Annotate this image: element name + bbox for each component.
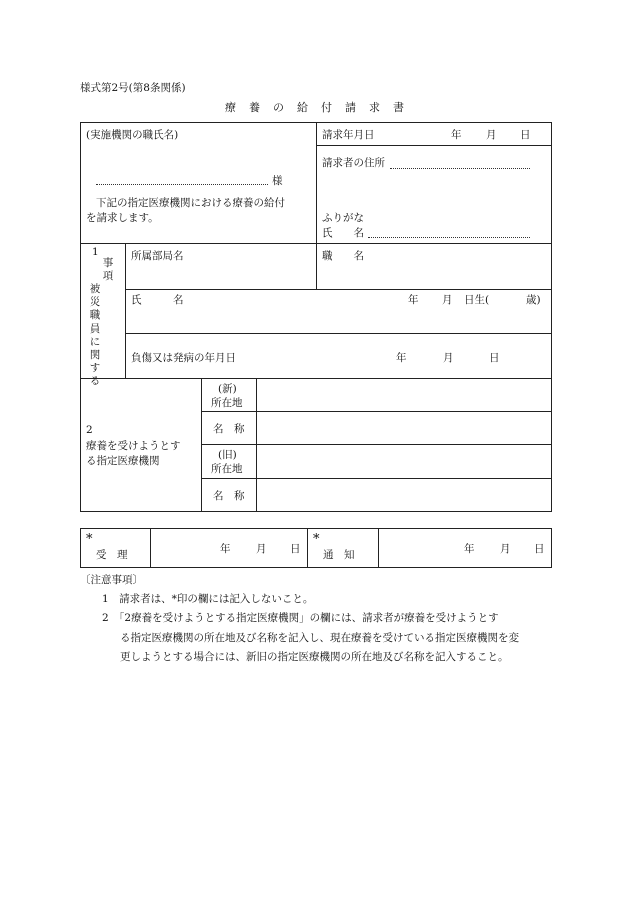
org-official-label: (実施機関の職氏名) (86, 129, 179, 141)
injury-day: 日 (489, 352, 500, 364)
request-date-label: 請求年月日 (322, 129, 375, 141)
section1-number: 1 (92, 246, 99, 258)
note-2-line3: 更しようとする場合には、新旧の指定医療機関の所在地及び名称を記入すること。 (120, 651, 509, 663)
request-year: 年 (451, 129, 462, 141)
notice-star: * (313, 532, 320, 547)
furigana-label: ふりがな (322, 212, 364, 224)
new-location-field[interactable] (257, 379, 551, 411)
dept-label: 所属部局名 (131, 250, 184, 262)
note-2-line1: 2 「2療養を受けようとする指定医療機関」の欄には、請求者が療養を受けようとす (102, 612, 499, 624)
section2-label-line2: る指定医療機関 (86, 455, 160, 467)
form-number: 様式第2号(第8条関係) (80, 82, 186, 94)
note-1: 1 請求者は、*印の欄には記入しないこと。 (102, 593, 314, 605)
new-location-label: 所在地 (211, 397, 243, 409)
receive-year: 年 (220, 543, 231, 555)
notice-year: 年 (464, 543, 475, 555)
section1-label-col2: 被 災 職 員 に 関 す る (89, 283, 101, 388)
notice-month: 月 (500, 543, 511, 555)
notice-day: 日 (534, 543, 545, 555)
notice-label: 通 知 (323, 549, 355, 561)
address-label: 請求者の住所 (322, 157, 385, 169)
injury-month: 月 (443, 352, 454, 364)
section2-number: 2 (86, 424, 93, 436)
receive-month: 月 (256, 543, 267, 555)
birth-day: 日生( (464, 294, 490, 306)
address-line[interactable] (390, 168, 530, 169)
old-location-field[interactable] (257, 445, 551, 478)
applicant-name-label: 氏 名 (322, 227, 364, 239)
receive-label: 受 理 (96, 549, 128, 561)
birth-year: 年 (408, 294, 419, 306)
applicant-name-line[interactable] (368, 237, 530, 238)
form-title: 療 養 の 給 付 請 求 書 (225, 101, 405, 114)
old-name-label: 名 称 (213, 490, 245, 502)
position-label: 職 名 (322, 250, 364, 262)
request-month: 月 (486, 129, 497, 141)
old-location-label: 所在地 (211, 463, 243, 475)
receive-day: 日 (290, 543, 301, 555)
new-tag: (新) (218, 383, 237, 395)
section1-label: 事 項 (102, 257, 114, 283)
injury-date-label: 負傷又は発病の年月日 (131, 352, 236, 364)
sama-suffix: 様 (272, 175, 283, 187)
request-day: 日 (520, 129, 531, 141)
request-text-line2: を請求します。 (86, 212, 159, 224)
request-text-line1: 下記の指定医療機関における療養の給付 (96, 197, 285, 209)
new-name-field[interactable] (257, 412, 551, 444)
note-2-line2: る指定医療機関の所在地及び名称を記入し、現在療養を受けている指定医療機関を変 (120, 632, 519, 644)
notes-heading: 〔注意事項〕 (80, 574, 143, 586)
employee-name-label: 氏 名 (131, 294, 184, 306)
old-tag: (旧) (218, 449, 237, 461)
receive-star: * (86, 532, 93, 547)
injury-year: 年 (396, 352, 407, 364)
age-label: 歳) (526, 294, 541, 306)
section2-label-line1: 療養を受けようとす (86, 440, 181, 452)
new-name-label: 名 称 (213, 423, 245, 435)
birth-month: 月 (442, 294, 453, 306)
old-name-field[interactable] (257, 479, 551, 511)
official-name-line[interactable] (96, 184, 268, 185)
